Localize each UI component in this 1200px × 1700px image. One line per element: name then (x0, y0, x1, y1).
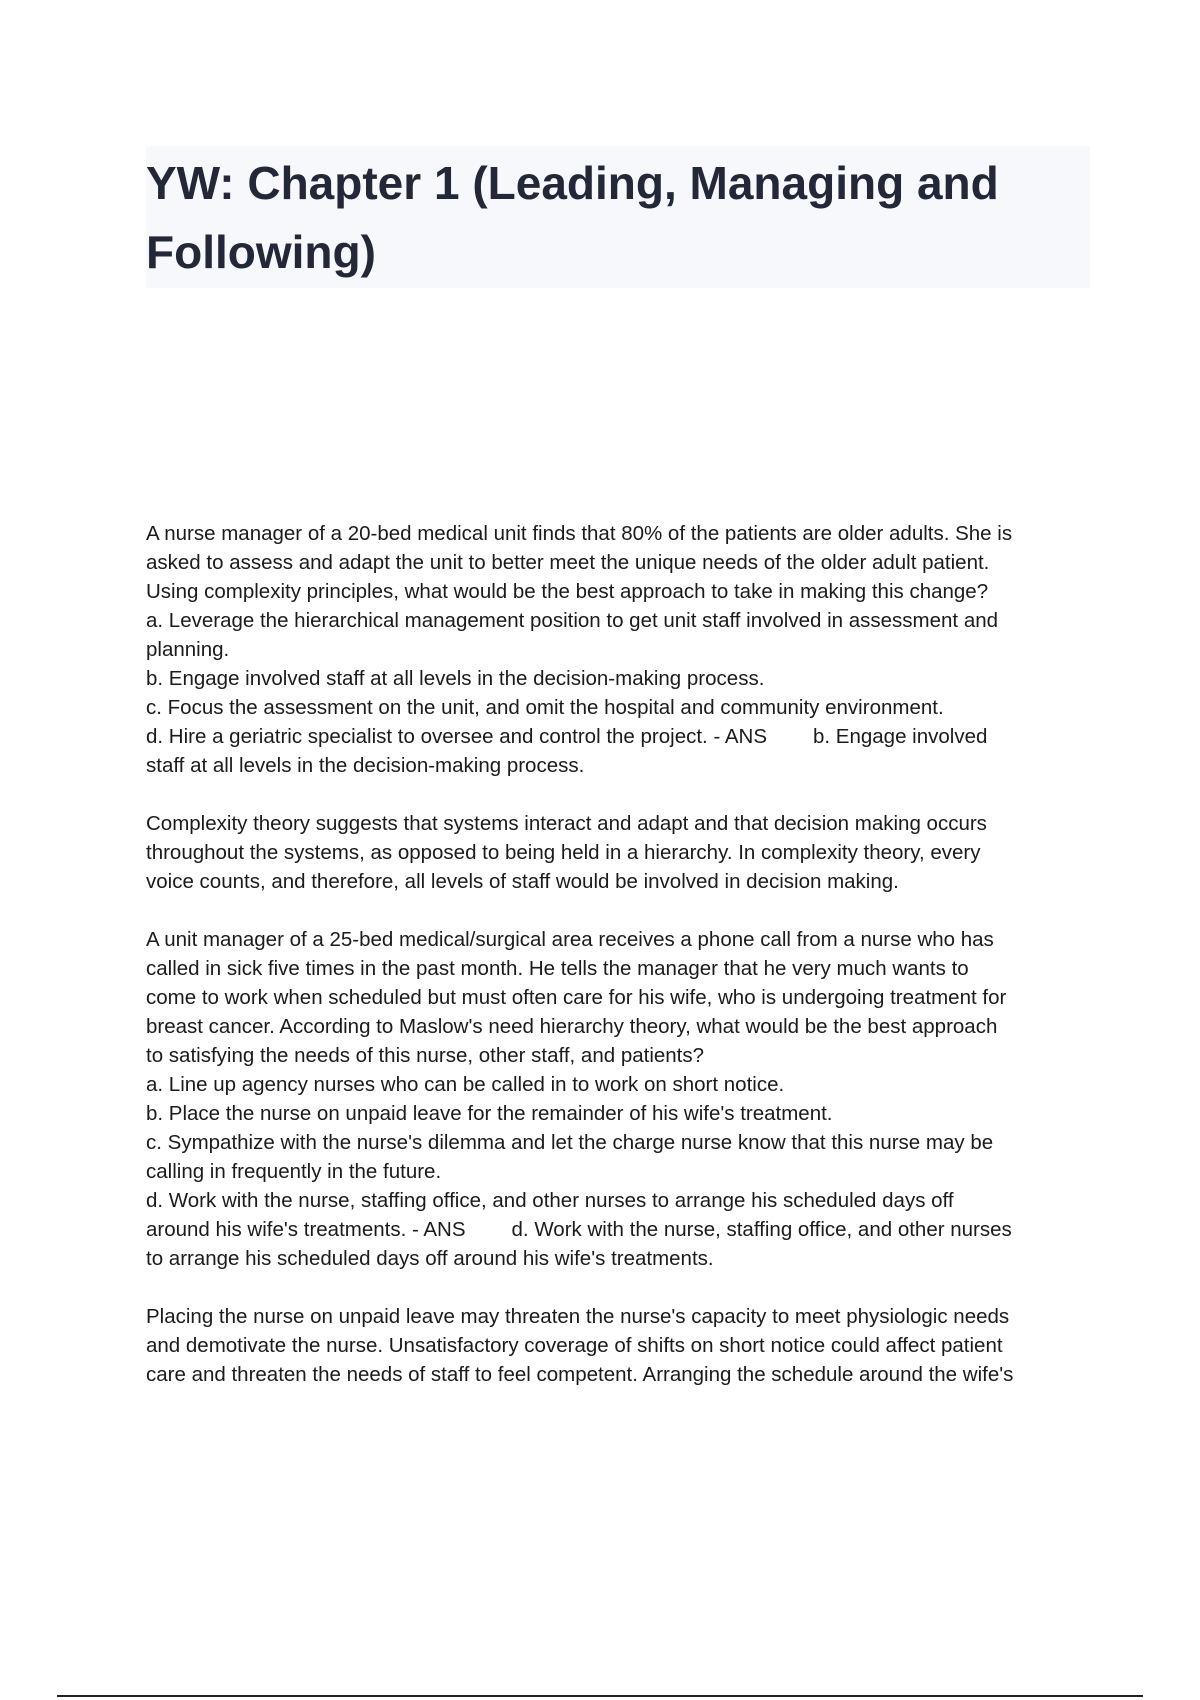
question-stem-line: called in sick five times in the past month. He tells the manager that he very much wants to (146, 957, 969, 980)
question-stem-line: breast cancer. According to Maslow's need hierarchy theory, what would be the best approach (146, 1015, 998, 1038)
answer-continued: to arrange his scheduled days off around his wife's treatments. (146, 1247, 714, 1270)
title-banner (146, 146, 1090, 288)
option-d-continued: around his wife's treatments. - ANS (146, 1218, 466, 1241)
rationale-line: Placing the nurse on unpaid leave may threaten the nurse's capacity to meet physiologic needs (146, 1305, 1010, 1328)
answer: d. Work with the nurse, staffing office, and other nurses (511, 1218, 1012, 1241)
option-c: c. Focus the assessment on the unit, and omit the hospital and community environment. (146, 696, 944, 719)
question-2 (146, 925, 1096, 1273)
option-b: b. Engage involved staff at all levels in the decision-making process. (146, 667, 765, 690)
footer-divider (57, 1695, 1143, 1697)
rationale-1 (146, 809, 1096, 896)
question-stem-line: asked to assess and adapt the unit to better meet the unique needs of the older adult patient. (146, 551, 990, 574)
option-d: d. Hire a geriatric specialist to oversee and control the project. - ANS (146, 725, 767, 748)
option-a: a. Line up agency nurses who can be called in to work on short notice. (146, 1073, 785, 1096)
question-stem-line: A unit manager of a 25-bed medical/surgical area receives a phone call from a nurse who has (146, 928, 994, 951)
answer: b. Engage involved (813, 725, 988, 748)
title-line: Following) (146, 226, 376, 278)
answer-continued: staff at all levels in the decision-making process. (146, 754, 585, 777)
option-d: d. Work with the nurse, staffing office, and other nurses to arrange his scheduled days off (146, 1189, 954, 1212)
rationale-line: care and threaten the needs of staff to feel competent. Arranging the schedule around the wife's (146, 1363, 1014, 1386)
option-a: a. Leverage the hierarchical management position to get unit staff involved in assessment and (146, 609, 999, 632)
question-stem-line: A nurse manager of a 20-bed medical unit finds that 80% of the patients are older adults. She is (146, 522, 1013, 545)
rationale-line: Complexity theory suggests that systems interact and adapt and that decision making occurs (146, 812, 987, 835)
title-line: YW: Chapter 1 (Leading, Managing and (146, 157, 999, 209)
option-c-continued: calling in frequently in the future. (146, 1160, 442, 1183)
question-stem-line: to satisfying the needs of this nurse, other staff, and patients? (146, 1044, 705, 1067)
rationale-line: and demotivate the nurse. Unsatisfactory coverage of shifts on short notice could affect patient (146, 1334, 1003, 1357)
question-stem-line: Using complexity principles, what would be the best approach to take in making this change? (146, 580, 989, 603)
option-a-continued: planning. (146, 638, 230, 661)
option-d-with-answer (146, 722, 1096, 751)
option-b: b. Place the nurse on unpaid leave for the remainder of his wife's treatment. (146, 1102, 833, 1125)
question-1 (146, 519, 1096, 780)
page-title (146, 146, 1090, 287)
question-stem-line: come to work when scheduled but must often care for his wife, who is undergoing treatment for (146, 986, 1007, 1009)
document-body (146, 519, 1096, 1418)
rationale-2 (146, 1302, 1096, 1389)
rationale-line: throughout the systems, as opposed to being held in a hierarchy. In complexity theory, every (146, 841, 981, 864)
option-c: c. Sympathize with the nurse's dilemma and let the charge nurse know that this nurse may be (146, 1131, 994, 1154)
rationale-line: voice counts, and therefore, all levels of staff would be involved in decision making. (146, 870, 899, 893)
option-d-with-answer (146, 1215, 1096, 1244)
